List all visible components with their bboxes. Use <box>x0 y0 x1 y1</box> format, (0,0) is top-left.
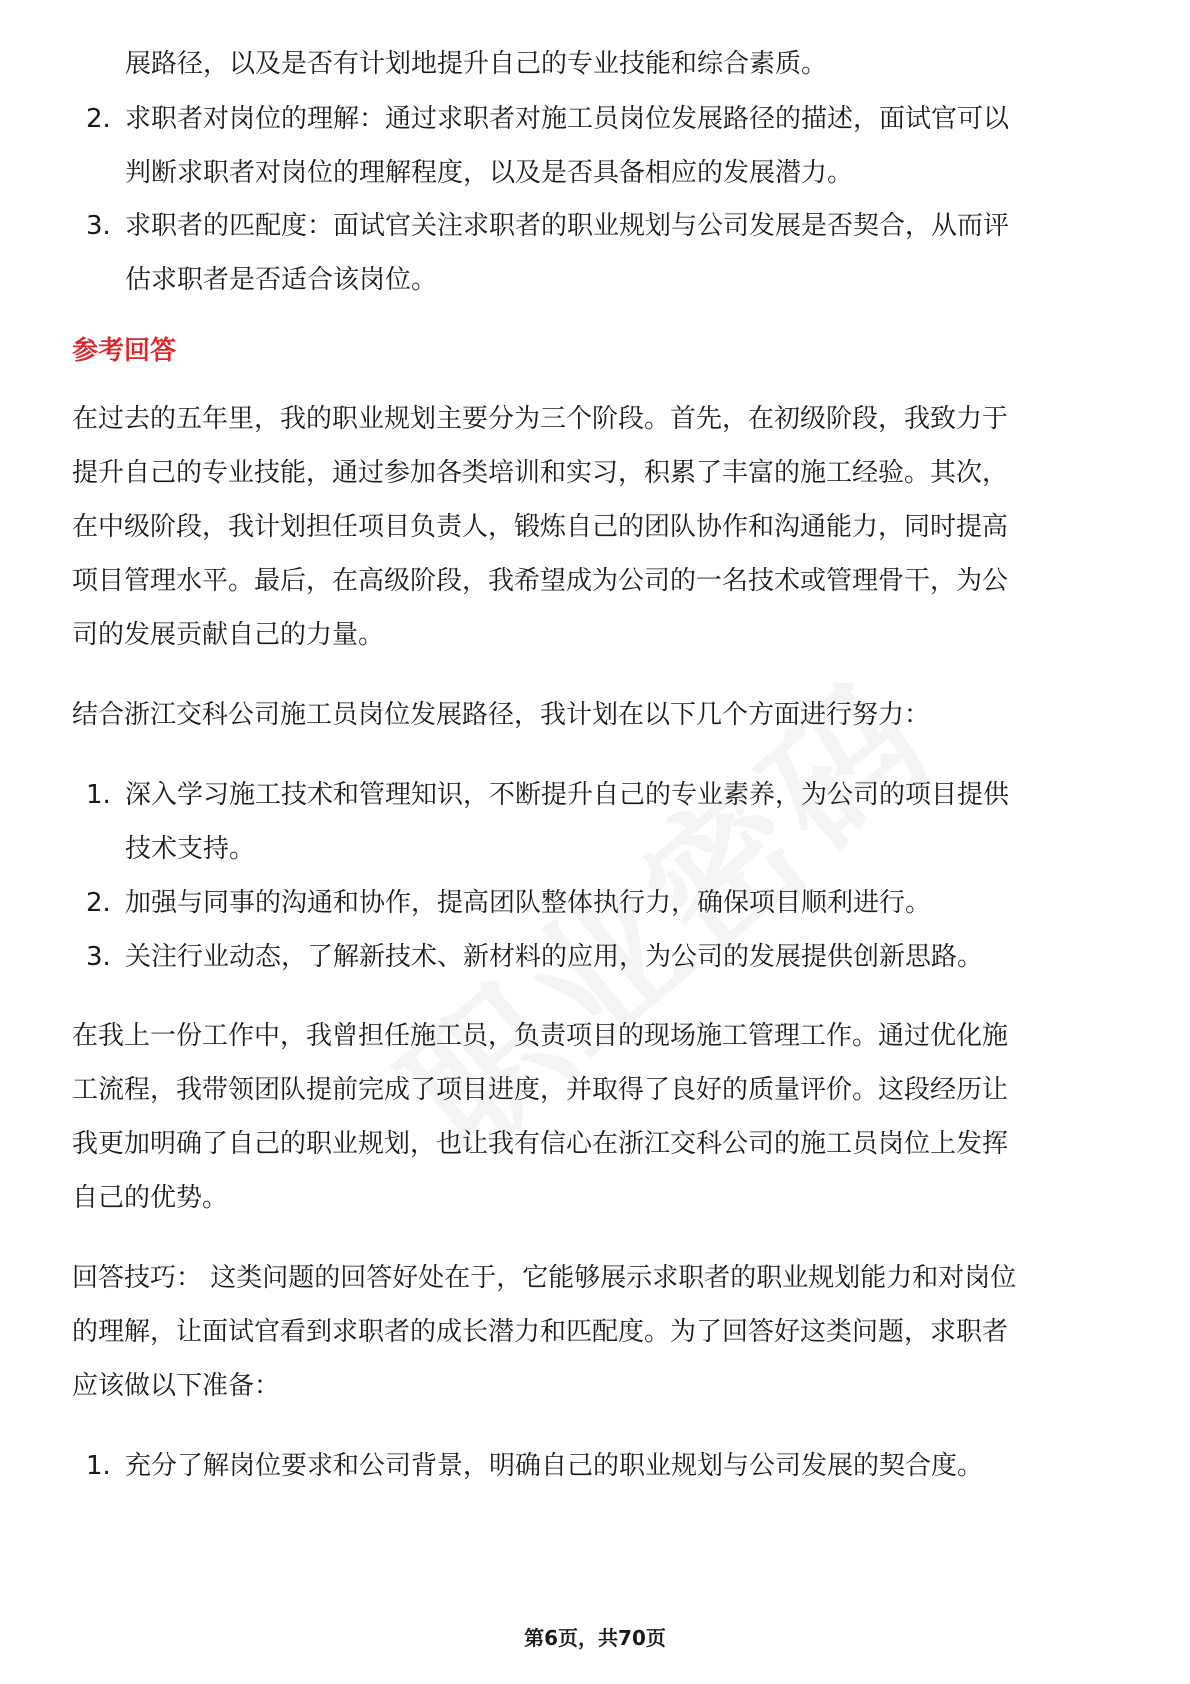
paragraph-line: 提升自己的专业技能，通过参加各类培训和实习，积累了丰富的施工经验。其次， <box>72 458 1009 488</box>
paragraph-line: 在过去的五年里，我的职业规划主要分为三个阶段。首先，在初级阶段，我致力于 <box>72 404 1009 434</box>
paragraph-line: 自己的优势。 <box>72 1183 229 1213</box>
list-item-line: 判断求职者对岗位的理解程度，以及是否具备相应的发展潜力。 <box>125 158 854 188</box>
paragraph-line: 项目管理水平。最后，在高级阶段，我希望成为公司的一名技术或管理骨干，为公 <box>72 566 1009 596</box>
list-number: 3. <box>86 211 111 241</box>
list-item-line: 技术支持。 <box>125 834 256 864</box>
list-item-line: 关注行业动态，了解新技术、新材料的应用，为公司的发展提供创新思路。 <box>125 942 984 972</box>
paragraph-line: 结合浙江交科公司施工员岗位发展路径，我计划在以下几个方面进行努力： <box>72 700 931 730</box>
paragraph-line: 在我上一份工作中，我曾担任施工员，负责项目的现场施工管理工作。通过优化施 <box>72 1021 1009 1051</box>
paragraph-line: 应该做以下准备： <box>72 1371 281 1401</box>
paragraph-line: 在中级阶段，我计划担任项目负责人，锻炼自己的团队协作和沟通能力，同时提高 <box>72 512 1009 542</box>
paragraph-line: 司的发展贡献自己的力量。 <box>72 620 385 650</box>
page-footer: 第6页，共70页 <box>524 1626 666 1650</box>
paragraph-line: 工流程，我带领团队提前完成了项目进度，并取得了良好的质量评价。这段经历让 <box>72 1075 1009 1105</box>
list-item-line: 深入学习施工技术和管理知识，不断提升自己的专业素养，为公司的项目提供 <box>125 780 1010 810</box>
paragraph-line: 我更加明确了自己的职业规划，也让我有信心在浙江交科公司的施工员岗位上发挥 <box>72 1129 1009 1159</box>
list-item-line: 求职者对岗位的理解：通过求职者对施工员岗位发展路径的描述，面试官可以 <box>125 104 1010 134</box>
section-heading: 参考回答 <box>72 336 177 366</box>
list-item-line: 加强与同事的沟通和协作，提高团队整体执行力，确保项目顺利进行。 <box>125 888 932 918</box>
list-item-line: 充分了解岗位要求和公司背景，明确自己的职业规划与公司发展的契合度。 <box>125 1451 984 1481</box>
list-item-line: 求职者的匹配度：面试官关注求职者的职业规划与公司发展是否契合，从而评 <box>125 211 1010 241</box>
paragraph-line: 回答技巧： 这类问题的回答好处在于，它能够展示求职者的职业规划能力和对岗位 <box>72 1263 1017 1293</box>
list-number: 1. <box>86 780 111 810</box>
paragraph-line: 的理解，让面试官看到求职者的成长潜力和匹配度。为了回答好这类问题，求职者 <box>72 1317 1009 1347</box>
list-item-continuation: 展路径，以及是否有计划地提升自己的专业技能和综合素质。 <box>125 49 828 79</box>
list-number: 3. <box>86 942 111 972</box>
list-item-line: 估求职者是否适合该岗位。 <box>125 265 438 295</box>
list-number: 2. <box>86 888 111 918</box>
list-number: 2. <box>86 104 111 134</box>
list-number: 1. <box>86 1451 111 1481</box>
